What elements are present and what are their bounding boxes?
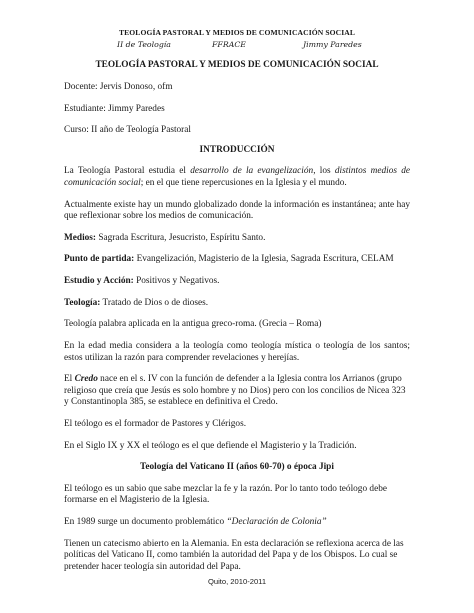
document-body bbox=[64, 82, 410, 583]
intro-heading: INTRODUCCIÓN bbox=[199, 144, 275, 155]
vaticano-paragraph-1: El teólogo es un sabio que sabe mezclar la fe y la razón. Por lo tanto todo teólogo debe formarse en el Magisterio de la Iglesia. bbox=[64, 483, 387, 506]
vaticano-paragraph-2: En 1989 surge un documento problemático “Declaración de Colonia” bbox=[64, 517, 327, 528]
header-institute: FFRACE bbox=[212, 40, 246, 49]
paragraph-greco-roma: Teología palabra aplicada en la antigua greco-roma. (Grecia – Roma) bbox=[64, 319, 322, 330]
paragraph-edad-media: En la edad media considera a la teología como teología mística o teología de los santos; estos utilizan la razón para comprender revelaciones y herejías. bbox=[64, 340, 410, 363]
vaticano-paragraph-3: Tienen un catecismo abierto en la Alemania. En esta declaración se reflexiona acerca de las políticas del Vaticano II, como también la autoridad del Papa y de los Obispos. Lo cual se pretender hacer teología sin autoridad del Papa. bbox=[64, 538, 404, 572]
item-teologia: Teología: Tratado de Dios o de dioses. bbox=[64, 297, 209, 308]
item-punto-de-partida: Punto de partida: Evangelización, Magisterio de la Iglesia, Sagrada Escritura, CELAM bbox=[64, 254, 394, 265]
intro-paragraph-1: La Teología Pastoral estudia el desarrollo de la evangelización, los distintos medios de comunicación social; en el que tiene repercusiones en la Iglesia y el mundo. bbox=[64, 166, 410, 189]
item-medios: Medios: Sagrada Escritura, Jesucristo, Espíritu Santo. bbox=[64, 232, 266, 243]
item-estudio-accion: Estudio y Acción: Positivos y Negativos. bbox=[64, 276, 220, 287]
meta-estudiante: Estudiante: Jimmy Paredes bbox=[64, 103, 165, 114]
intro-paragraph-2: Actualmente existe hay un mundo globalizado donde la información es instantánea; ante hay que reflexionar sobre los medios de comunicación. bbox=[64, 199, 410, 222]
paragraph-formador: El teólogo es el formador de Pastores y Clérigos. bbox=[64, 418, 247, 429]
meta-curso: Curso: II año de Teología Pastoral bbox=[64, 125, 191, 136]
vaticano-heading: Teología del Vaticano II (años 60-70) o época Jipi bbox=[140, 462, 334, 473]
paragraph-siglo: En el Siglo IX y XX el teólogo es el que defiende el Magisterio y la Tradición. bbox=[64, 440, 357, 451]
document-title: TEOLOGÍA PASTORAL Y MEDIOS DE COMUNICACIÓN SOCIAL bbox=[95, 60, 379, 70]
running-header-title: TEOLOGÍA PASTORAL Y MEDIOS DE COMUNICACIÓN SOCIAL bbox=[118, 28, 356, 37]
header-author: Jimmy Paredes bbox=[303, 40, 362, 49]
page-footer: Quito, 2010-2011 bbox=[207, 577, 267, 586]
meta-docente: Docente: Jervis Donoso, ofm bbox=[64, 82, 173, 92]
paragraph-credo: El Credo nace en el s. IV con la función de defender a la Iglesia contra los Arrianos (grupo religioso que creía que Jesús es solo hombre y no Dios) pero con los concilios de Nicea 323 y Constantinopla 385, se establece en definitiva el Credo. bbox=[64, 374, 406, 408]
header-course: II de Teología bbox=[117, 40, 171, 49]
